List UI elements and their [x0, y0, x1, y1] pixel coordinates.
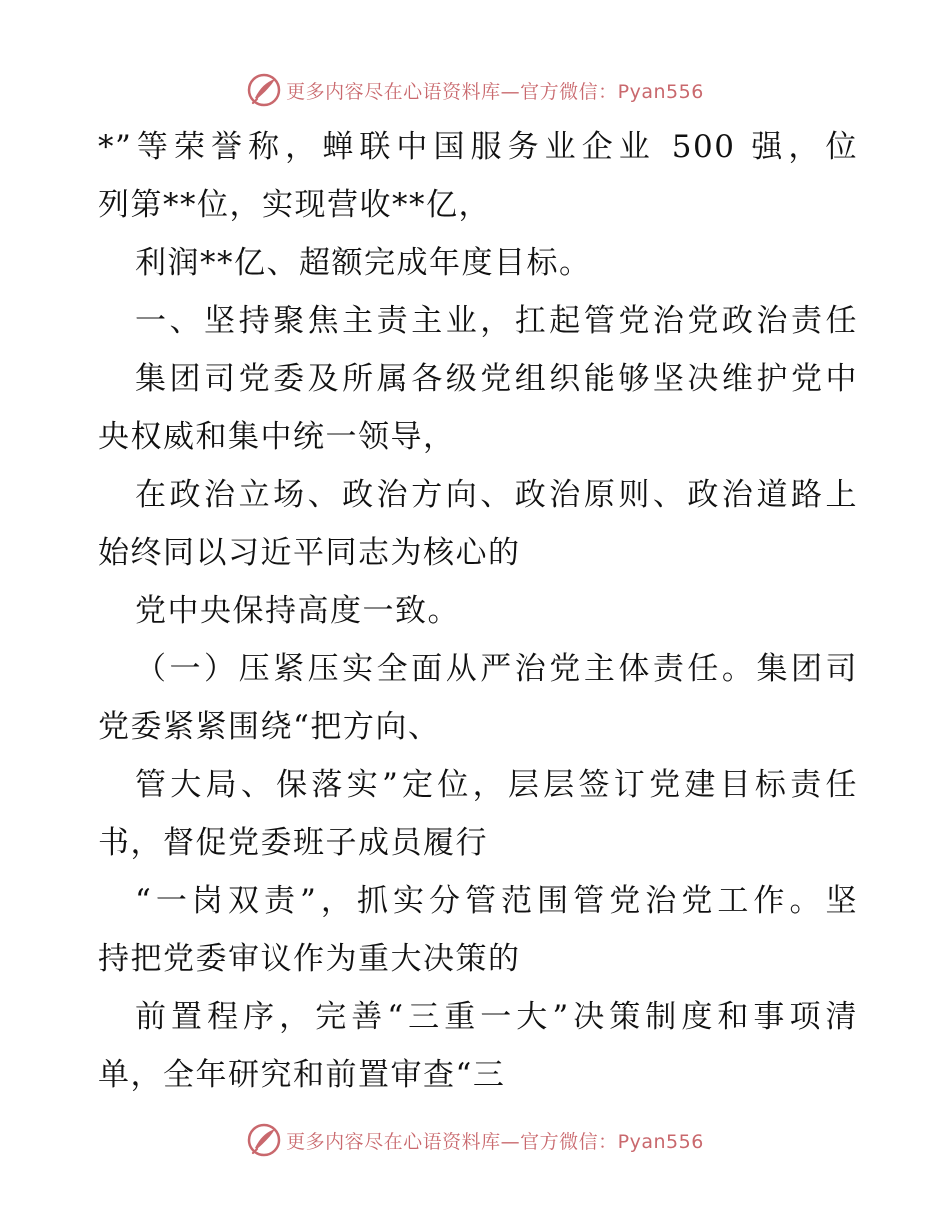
quill-logo-icon [246, 1122, 282, 1158]
text-line: 单，全年研究和前置审查“三 [98, 1057, 506, 1093]
text-line: 管大局、保落实”定位，层层签订党建目标责任 [135, 767, 858, 803]
text-line: 前置程序，完善“三重一大”决策制度和事项清 [135, 999, 858, 1035]
text-line: 利润**亿、超额完成年度目标。 [135, 245, 592, 281]
section-heading: 一、坚持聚焦主责主业，扛起管党治党政治责任 [135, 303, 858, 339]
text-line: “一岗双责”，抓实分管范围管党治党工作。坚 [135, 883, 858, 919]
text-line: *”等荣誉称，蝉联中国服务业企业 500 强，位 [98, 129, 858, 165]
text-line: 书，督促党委班子成员履行 [98, 825, 488, 861]
text-line: 党委紧紧围绕“把方向、 [98, 709, 441, 745]
text-line: 党中央保持高度一致。 [135, 593, 460, 629]
watermark-text: 更多内容尽在心语资料库—官方微信：Pyan556 [286, 80, 704, 103]
text-line: 集团司党委及所属各级党组织能够坚决维护党中 [135, 361, 858, 397]
quill-logo-icon [246, 72, 282, 108]
header-watermark [0, 70, 950, 110]
document-body [98, 118, 858, 1104]
footer-watermark [0, 1120, 950, 1160]
subsection-heading: （一）压紧压实全面从严治党主体责任。集团司 [135, 651, 858, 687]
watermark-group [246, 72, 704, 108]
text-line: 列第**位，实现营收**亿， [98, 187, 491, 223]
text-line: 持把党委审议作为重大决策的 [98, 941, 521, 977]
watermark-group [246, 1122, 704, 1158]
text-line: 始终同以习近平同志为核心的 [98, 535, 521, 571]
watermark-text: 更多内容尽在心语资料库—官方微信：Pyan556 [286, 1130, 704, 1153]
text-line: 在政治立场、政治方向、政治原则、政治道路上 [135, 477, 858, 513]
text-line: 央权威和集中统一领导， [98, 419, 456, 455]
